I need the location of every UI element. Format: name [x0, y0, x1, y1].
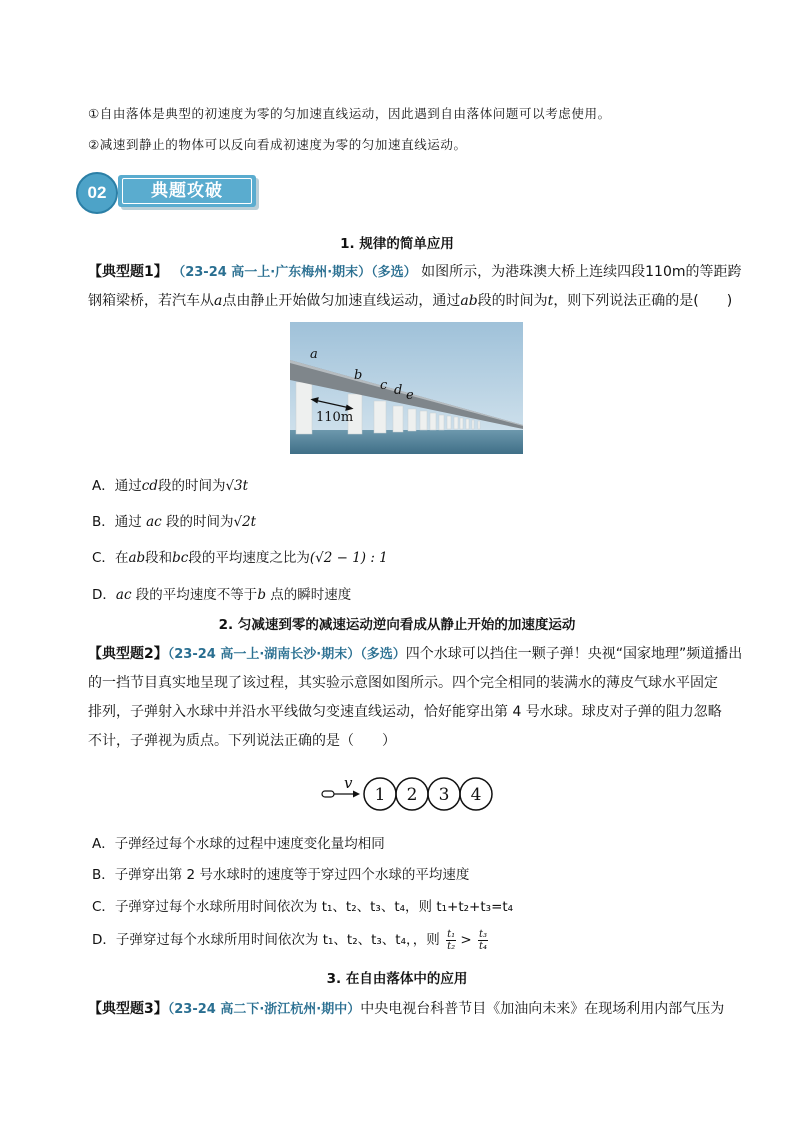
problem1-stem-line1	[88, 261, 742, 281]
comparison-operator: >	[460, 932, 472, 948]
option-math: √2t	[233, 514, 257, 530]
option-letter: D．	[92, 587, 116, 603]
frac-numerator: t₁	[447, 928, 456, 940]
problem1-option-a[interactable]	[92, 474, 248, 494]
problem2-stem-line4: 不计，子弹视为质点。下列说法正确的是（ ）	[88, 733, 396, 749]
part3-heading: 3. 在自由落体中的应用	[326, 971, 468, 987]
problem2-option-b[interactable]	[92, 863, 469, 883]
problem1-text-2c: 段的时间为	[477, 293, 548, 309]
option-text: 子弹穿出第 2 号水球时的速度等于穿过四个水球的平均速度	[114, 867, 470, 883]
option-text: 段的平均速度不等于	[131, 587, 258, 603]
problem1-tag: 【典型题1】	[88, 264, 168, 280]
option-text: 子弹穿过每个水球所用时间依次为 t₁、t₂、t₃、t₄，，则	[115, 932, 440, 948]
water-balls-figure	[318, 770, 494, 816]
problem1-text-2d: ，则下列说法正确的是( )	[553, 293, 733, 309]
problem2-stem-line3: 排列，子弹射入水球中并沿水平线做匀变速直线运动，恰好能穿出第 4 号水球。球皮对子弹的阻力忽略	[88, 704, 722, 720]
section-badge	[76, 172, 258, 212]
problem1-text-line1: 如图所示，为港珠澳大桥上连续四段110m的等距跨	[421, 264, 742, 280]
problem2-tag: 【典型题2】	[88, 646, 168, 662]
problem2-source: （23-24 高一上·湖南长沙·期末）（多选）	[167, 647, 406, 662]
option-text: 子弹穿过每个水球所用时间依次为 t₁、t₂、t₃、t₄，则 t₁+t₂+t₃=t₄	[114, 899, 514, 915]
option-var: ac	[146, 514, 162, 530]
option-text: 点的瞬时速度	[265, 587, 352, 603]
bullet-icon	[322, 791, 334, 797]
option-var: b	[257, 587, 266, 603]
frac-numerator: t₃	[479, 928, 488, 940]
problem1-stem-line2	[88, 290, 732, 310]
ball-label-2: 2	[406, 785, 418, 805]
option-letter: B．	[92, 867, 115, 883]
option-var: bc	[172, 550, 189, 566]
option-text: 段的时间为	[157, 478, 226, 494]
option-letter: C．	[92, 899, 115, 915]
option-text: 段的时间为	[161, 514, 234, 530]
option-text: 在	[114, 550, 129, 566]
problem3-text-line1: 中央电视台科普节目《加油向未来》在现场利用内部气压为	[360, 1001, 725, 1017]
problem1-text-2a: 钢箱梁桥，若汽车从	[88, 293, 214, 309]
problem1-option-c[interactable]	[92, 546, 388, 566]
problem1-source: （23-24 高一上·广东梅州·期末）（多选）	[172, 265, 417, 280]
problem3-tag: 【典型题3】	[88, 1001, 168, 1017]
option-var: ab	[128, 550, 146, 566]
option-letter: B．	[92, 514, 115, 530]
section-title-bar	[118, 175, 256, 207]
option-text: 通过	[114, 514, 147, 530]
option-text: 段和	[145, 550, 173, 566]
problem1-option-d[interactable]	[92, 583, 351, 603]
problem2-stem-line2: 的一挡节目真实地呈现了该过程，其实验示意图如图所示。四个完全相同的装满水的薄皮气球水平固定	[88, 675, 718, 691]
problem2-option-a[interactable]	[92, 832, 385, 852]
fraction-t1-t2	[446, 929, 456, 952]
option-var: ac	[115, 587, 132, 603]
ball-label-4: 4	[470, 785, 482, 805]
problem3-stem-line1	[88, 998, 724, 1018]
problem2-option-c[interactable]	[92, 895, 513, 915]
note-1: ①自由落体是典型的初速度为零的匀加速直线运动，因此遇到自由落体问题可以考虑使用。	[88, 106, 611, 121]
note-2: ②减速到静止的物体可以反向看成初速度为零的匀加速直线运动。	[88, 137, 467, 152]
velocity-label: v	[344, 774, 353, 792]
option-math: (√2 − 1) : 1	[309, 550, 388, 566]
var-t: t	[547, 293, 554, 309]
ball-label-3: 3	[438, 785, 450, 805]
var-a: a	[214, 293, 223, 309]
fraction-t3-t4	[478, 929, 488, 952]
option-text: 子弹经过每个水球的过程中速度变化量均相同	[114, 836, 385, 852]
option-math: √3t	[225, 478, 249, 494]
sea	[290, 430, 523, 454]
option-text: 段的平均速度之比为	[188, 550, 310, 566]
option-letter: A．	[92, 836, 115, 852]
section-title: 典题攻破	[122, 178, 252, 204]
problem2-option-d[interactable]	[92, 928, 488, 952]
problem3-source: （23-24 高二下·浙江杭州·期中）	[167, 1002, 361, 1017]
option-text: 通过	[114, 478, 142, 494]
bridge-label-e: e	[406, 388, 414, 403]
bridge-label-c: c	[380, 378, 388, 393]
part2-heading: 2. 匀减速到零的减速运动逆向看成从静止开始的加速度运动	[218, 617, 576, 633]
frac-denominator: t₄	[479, 940, 488, 952]
option-letter: A．	[92, 478, 115, 494]
frac-denominator: t₂	[447, 940, 456, 952]
option-letter: D．	[92, 932, 116, 948]
option-var: cd	[141, 478, 158, 494]
problem1-option-b[interactable]	[92, 510, 256, 530]
part1-heading: 1. 规律的简单应用	[340, 236, 454, 252]
var-ab: ab	[460, 293, 478, 309]
bridge-photo	[290, 322, 523, 454]
bridge-label-b: b	[354, 368, 363, 383]
option-letter: C．	[92, 550, 115, 566]
bridge-label-d: d	[394, 383, 403, 398]
problem2-stem-line1	[88, 643, 742, 663]
problem1-text-2b: 点由静止开始做匀加速直线运动，通过	[222, 293, 461, 309]
section-number: 02	[76, 172, 118, 214]
bridge-label-a: a	[310, 347, 318, 362]
problem2-text-line1: 四个水球可以挡住一颗子弹！央视“国家地理”频道播出	[405, 646, 743, 662]
ball-label-1: 1	[374, 785, 386, 805]
span-label: 110m	[316, 410, 354, 425]
